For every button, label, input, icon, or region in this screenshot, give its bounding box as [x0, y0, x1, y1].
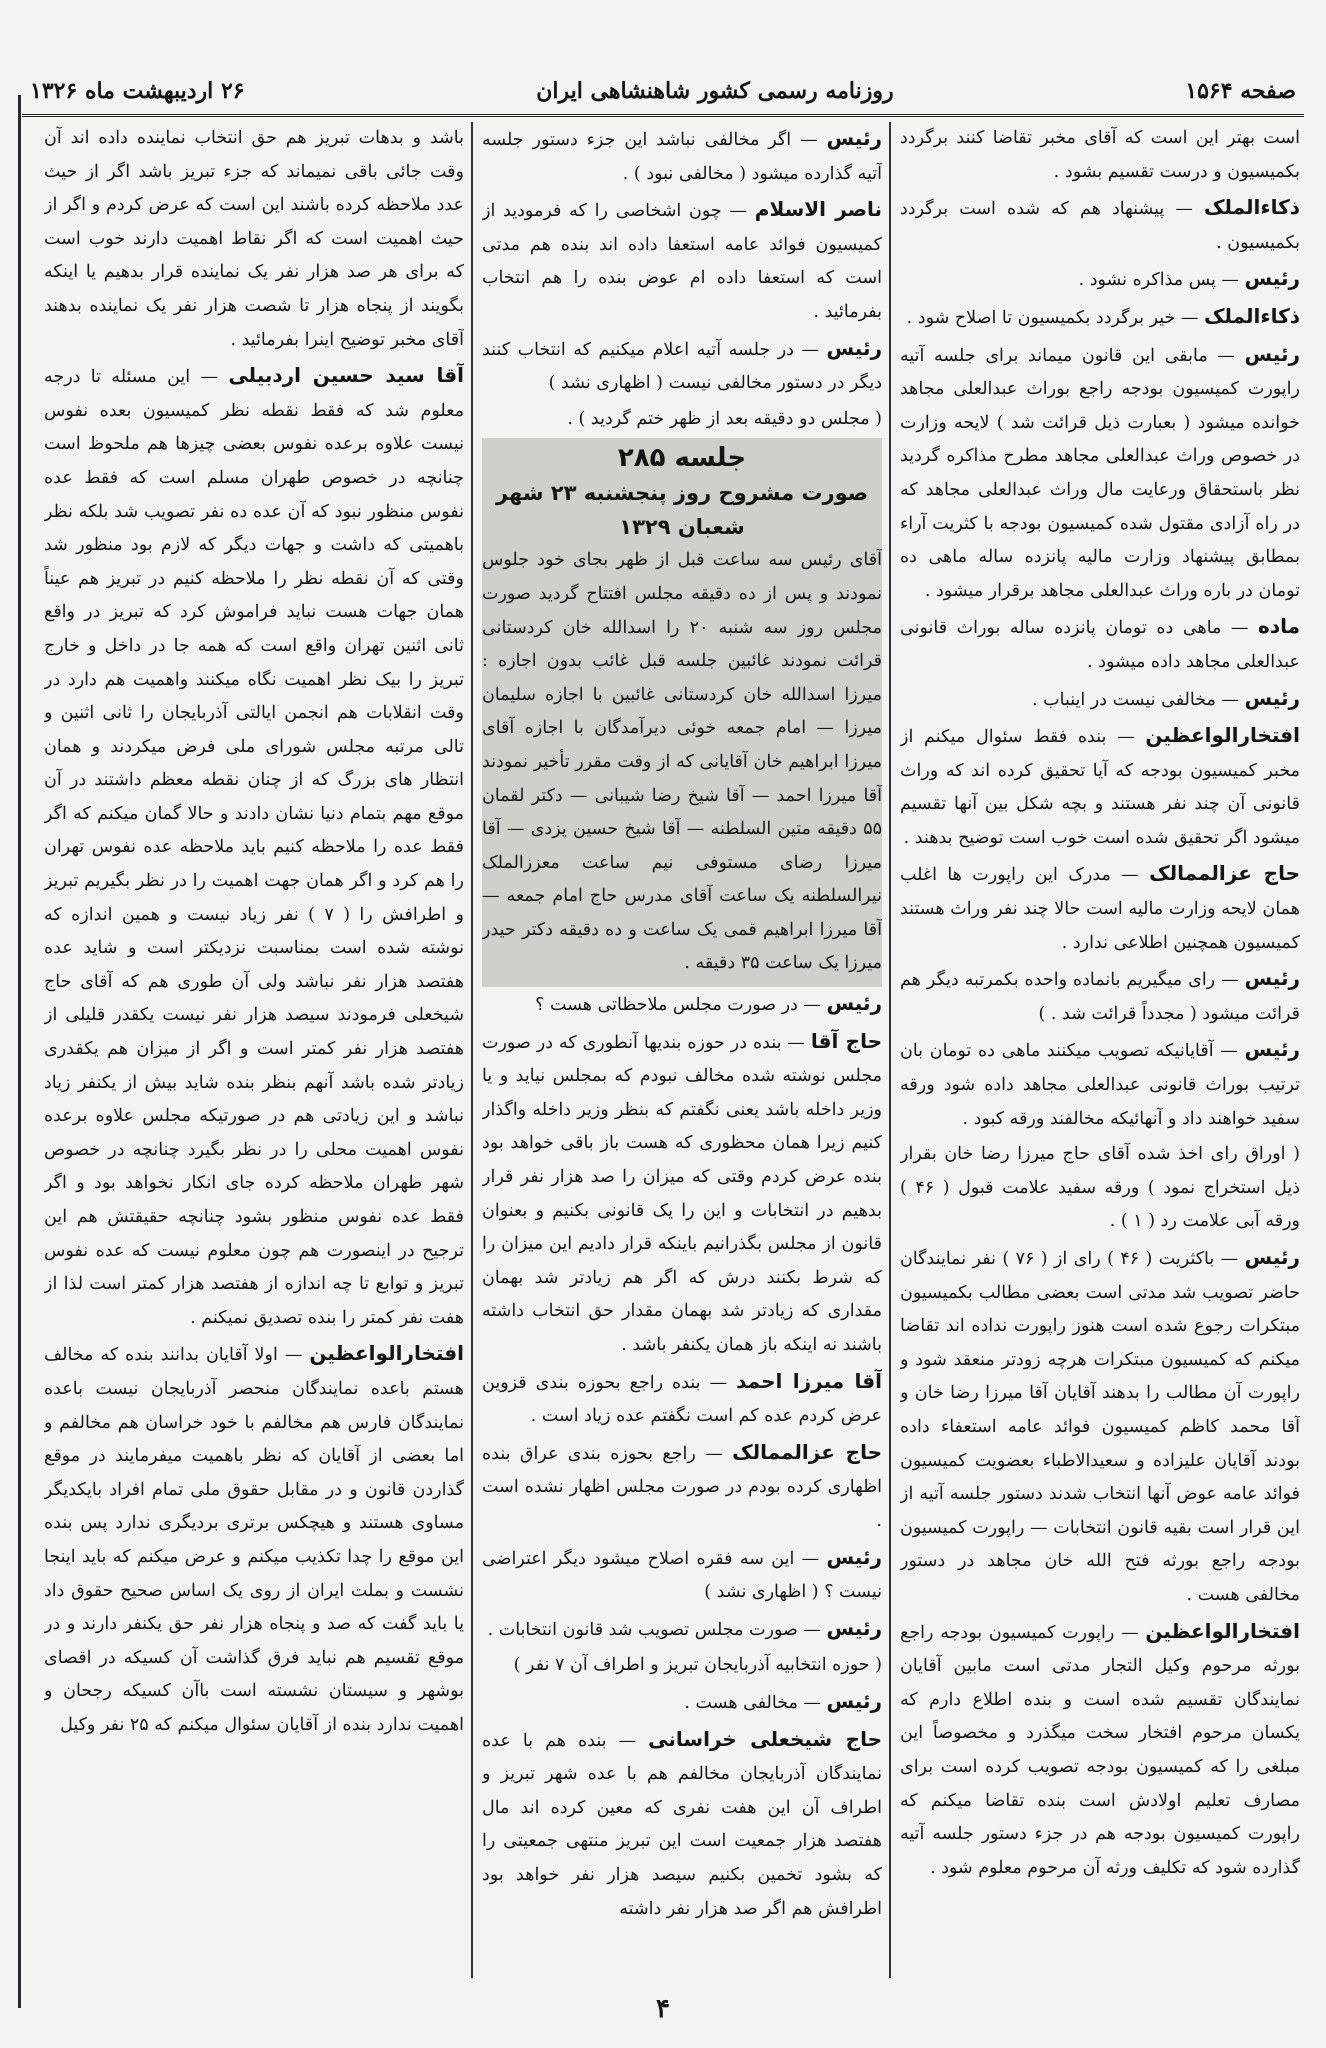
speaker-name: آقا سید حسین اردبیلی: [228, 363, 464, 388]
paragraph: ناصر الاسلام — چون اشخاصی را که فرمودید از کمیسیون فوائد عامه استعفا داده اند بنده هم مدتی است که استعفا داده ام عوض بنده را هم انتخاب بفرمائید .: [482, 197, 882, 322]
paragraph: افتخارالواعظین — بنده فقط سئوال میکنم از مخبر کمیسیون بودجه که آیا تحقیق کرده اند که وراث قانونی آن چند نفر هستند و بچه شکل بین آنها تقسیم میشود اگر تحقیق شده است خوب است توضیح بدهند .: [900, 723, 1300, 848]
session-title: جلسه ۲۸۵: [617, 443, 747, 474]
paragraph: ماده — ماهی ده تومان پانزده ساله بوراث قانونی عبدالعلی مجاهد داده میشود .: [900, 614, 1300, 672]
paragraph: رئیس — مخالفی هست .: [684, 1688, 882, 1713]
speaker-name: افتخارالواعظین: [309, 1341, 464, 1366]
speaker-name: رئیس: [1244, 966, 1300, 991]
paragraph: رئیس — باکثریت ( ۴۶ ) رای از ( ۷۶ ) نفر نمایندگان حاضر تصویب شد مدتی است بعضی مطالب بکمیسیون مبتکرات رجوع شده است هنوز راپورت نداده اند تقاضا میکنم که کمیسیون مبتکرات هرچه زودتر منعقد شود و راپورت آن مطالب را بدهند آقایان آقا میرزا رضا خان و آقا محمد کاظم کمیسیون فوائد عامه استعفاء داده بودند آقایان علیزاده و سعیدالاطباء بعضویت کمیسیون فوائد عامه عوض آنها انتخاب شدند دستور جلسه آتیه از این قرار است بقیه قانون انتخابات — راپورت کمیسیون بودجه راجع بورثه فتح الله خان مجاهد در دستور مخالفی هست .: [900, 1245, 1300, 1605]
session-subtitle: صورت مشروح روز پنجشنبه ۲۳ شهر شعبان ۱۳۲۹: [495, 481, 869, 540]
paragraph: ( اوراق رای اخذ شده آقای حاج میرزا رضا خان بقرار ذیل استخراج نمود ) ورقه سفید علامت قبول ( ۴۶ ) ورقه آبی علامت رد ( ۱ ) .: [900, 1144, 1300, 1232]
speaker-name: ذکاءالملک: [1203, 195, 1300, 220]
speaker-name: افتخارالواعظین: [1145, 723, 1300, 748]
speaker-name: حاج آقا: [810, 1028, 882, 1053]
page-edge-rule: [18, 95, 21, 2008]
speaker-name: رئیس: [826, 1688, 882, 1713]
speaker-name: افتخارالواعظین: [1145, 1618, 1300, 1643]
speaker-name: ناصر الاسلام: [754, 197, 882, 222]
speaker-name: رئیس: [826, 991, 882, 1016]
paragraph: است بهتر این است که آقای مخبر تقاضا کنند برگردد بکمیسیون و درست تقسیم بشود .: [900, 128, 1300, 182]
paragraph: رئیس — مخالفی نیست در اینباب .: [1032, 685, 1300, 710]
speaker-name: رئیس: [826, 1615, 882, 1640]
paragraph: ذکاءالملک — پیشنهاد هم که شده است برگردد بکمیسیون .: [900, 195, 1300, 253]
paragraph: ( حوزه انتخابیه آذربایجان تبریز و اطراف آن ۷ نفر ): [513, 1655, 882, 1676]
issue-date: ۲۶ اردیبهشت ماه ۱۳۲۶: [30, 78, 245, 104]
newspaper-name: روزنامه رسمی کشور شاهنشاهی ایران: [536, 78, 894, 104]
session-header-box: [482, 438, 882, 987]
speaker-name: ذکاءالملک: [1203, 303, 1300, 328]
paragraph: حاج عزالممالک — مدرک این راپورت ها اغلب همان لایحه وزارت مالیه است حالا چند نفر وراث هستند کمیسیون همچنین اطلاعی ندارد .: [900, 861, 1300, 953]
speaker-name: رئیس: [826, 335, 882, 360]
left-column: [44, 122, 464, 1978]
paragraph: افتخارالواعظین — اولا آقایان بدانند بنده که مخالف هستم باعده نمایندگان منحصر آذربایجان نیست باعده نمایندگان فارس هم مخالفم با خود خراسان هم مخالفم و اما بعضی از آقایان که نظر باهمیت میفرمایند در موقع گذاردن قانون و در مقابل حقوق ملی تمام افراد بایکدیگر مساوی هستند و هیچکس برتری بردیگری ندارد پس بنده این موقع را چدا تکذیب میکنم و عرض میکنم که باید اینجا نشست و بملت ایران از روی یک اساس صحیح حقوق داد یا باید گفت که صد و پنجاه هزار نفر حق یکنفر دارند و در موقع تقسیم هم نباید فرق گذاشت آن کسیکه در اقصای بوشهر و سیستان نشسته است باآن کسیکه رجحان و اهمیت ندارد بنده از آقایان سئوال میکنم که ۲۵ نفر وکیل: [44, 1341, 464, 1735]
middle-column: [482, 122, 882, 1978]
speaker-name: رئیس: [826, 1544, 882, 1569]
speaker-name: رئیس: [1244, 341, 1300, 366]
middle-column-bottom: [482, 987, 882, 1926]
speaker-name: رئیس: [1244, 266, 1300, 291]
paragraph: حاج شیخعلی خراسانی — بنده هم با عده نمایندگان آذربایجان مخالفم هم با عده شهر تبریز و اطراف آن این هفت نفری که معین کرده اند مال هفتصد هزار جمعیت است این تبریز منتهی جمعیتی را که بشود تخمین بکنیم سیصد هزار نفر خواهد بود اطرافش هم اگر صد هزار نفر داشته: [482, 1726, 882, 1919]
speaker-name: حاج شیخعلی خراسانی: [648, 1726, 882, 1751]
right-column: [900, 122, 1300, 1978]
page-number: ۴: [656, 1994, 670, 2024]
header-rule: [22, 114, 1304, 117]
paragraph: حاج آقا — بنده در حوزه بندیها آنطوری که در صورت مجلس نوشته شده مخالف نبودم که بمجلس نیاید و یا وزیر داخله باشد یعنی نگفتم که بنظر وزیر داخله واگذار کنیم زیرا همان محظوری که هست باز باقی خواهد بود بنده عرض کردم وقتی که میزان را صد هزار نفر قرار بدهیم در انتخابات و این را یک قانونی بکنیم و بعنوان قانون از مجلس بگذرانیم باینکه قرار دادیم این میزان را که شرط بکنند درش که اگر هم زیادتر شد بهمان مقداری که زیادتر شد بهمان مقدار حق انتخاب داشته باشند نه اینکه باز همان یکنفر باشد .: [482, 1028, 882, 1355]
speaker-name: رئیس: [1244, 1037, 1300, 1062]
paragraph: رئیس — آقایانیکه تصویب میکنند ماهی ده تومان بان ترتیب بوراث قانونی عبدالعلی مجاهد داده شود ورقه سفید خواهند داد و آنهائیکه مخالفند ورقه کبود .: [900, 1037, 1300, 1129]
paragraph: آقای رئیس سه ساعت قبل از ظهر بجای خود جلوس نمودند و پس از ده دقیقه مجلس افتتاح گردید صورت مجلس روز سه شنبه ۲۰ را اسدالله خان کردستانی قرائت نمودند غائبین جلسه قبل غائب بدون اجازه : میرزا اسدالله خان کردستانی غائبین با اجازه سلیمان میرزا — امام جمعه خوئی دیرآمدگان با اجازه آقای میرزا ابراهیم خان آقایانی که از وقت مقرر تأخیر نمودند آقا میرزا احمد — آقا شیخ رضا شیبانی — دکتر لقمان ۵۵ دقیقه متین السلطنه — آقا شیخ حسین یزدی — آقا میرزا رضای مستوفی نیم ساعت معززالملک نیرالسلطنه یک ساعت آقای مدرس حاج امام جمعه — آقا میرزا ابراهیم قمی یک ساعت و ده دقیقه دکتر حیدر میرزا یک ساعت ۳۵ دقیقه .: [482, 550, 882, 974]
speaker-name: رئیس: [1244, 1245, 1300, 1269]
column-divider: [471, 122, 473, 1978]
paragraph: آقا میرزا احمد — بنده راجع بحوزه بندی قزوین عرض کردم عده کم است نگفتم عده زیاد است .: [482, 1368, 882, 1427]
paragraph: رئیس — مابقی این قانون میماند برای جلسه آتیه راپورت کمیسیون بودجه راجع بوراث عبدالعلی مجاهد خوانده میشود ( بعبارت ذیل قرائت شد ) لایحه وزارت در خصوص وراث عبدالعلی مجاهد مطرح مذاکره گردید نظر باستحقاق ورعایت مال وراث عبدالعلی مجاهد که در راه آزادی مقتول شده کمیسیون بودجه با کثریت آراء بمطابق پیشنهاد وزارت مالیه پانزده ساله ماهی ده تومان در باره وراث عبدالعلی مجاهد برقرار میشود .: [900, 341, 1300, 601]
paragraph: آقا سید حسین اردبیلی — این مسئله تا درجه معلوم شد که فقط نقطه نظر کمیسیون بعده نفوس نیست علاوه برعده نفوس بعضی چیزها هم ملحوظ است چنانچه در خصوص طهران مسلم است که فقط عده نفوس منظور نبود که آن عده ده نفر تصویب شد بلکه نظر باهمیتی که داشت و جهات دیگر که لازم بود منظور شد وقتی که آن نقطه نظر را ملاحظه کنیم در تبریز هم عیناً همان جهات هست نباید فراموش کرد که تبریز در واقع ثانی اثنین تهران واقع است که همه جا در داخل و خارج تبریز را بیک نظر اهمیت نگاه میکنند واهمیت هم دارد در وقت انقلابات هم انجمن ایالتی آذربایجان را ثانی اثنین و تالی مرتبه مجلس شورای ملی فرض میکردند و همان انتظار های بزرگ که از چنان نقطه معظم داشتند در آن موقع مهم بتمام دنیا نشان دادند و حالا گمان میکنم که اگر فقط عده را ملاحظه کنیم باید ملاحظه عده نفوس تهران را هم کرد و اگر همان جهت اهمیت را در نظر بگیریم تبریز و اطرافش را ( ۷ ) نفر زیاد نیست و همین اندازه که نوشته شده است بمناسبت نزدیکتر است و شاید عده هفتصد هزار نفر نباشد ولی آن طوری هم که آقای حاج شیخعلی فرمودند سیصد هزار نفر نیست یکقدر قلیلی از هفتصد هزار نفر کمتر است و اگر از میزان هم یکقدری زیادتر شده باشد آنهم بنظر بنده شاید بیش از یکنفر زیاد نباشد و این زیادتی هم در صورتیکه مجلس علاوه برعده نفوس اهمیت محلی را در نظر بگیرد چنانچه در خصوص شهر طهران ملاحظه کرده جای انکار نخواهد بود و اگر فقط عده نفوس منظور بشود چنانچه حقیقتش هم این ترجیح در اینصورت هم چون معلوم نیست که عده نفوس تبریز و توابع تا چه اندازه از هفتصد هزار کمتر است لذا از هفت نفر کمتر را بنده تصدیق نمیکنم .: [44, 363, 464, 1328]
speaker-name: حاج عزالممالک: [732, 1439, 882, 1464]
speaker-name: ماده: [1258, 614, 1300, 639]
paragraph: رئیس — این سه فقره اصلاح میشود دیگر اعتراضی نیست ؟ ( اظهاری نشد ): [482, 1544, 882, 1603]
page-label: صفحه ۱۵۶۴: [1185, 78, 1296, 104]
speaker-name: رئیس: [1244, 685, 1300, 710]
paragraph: ( مجلس دو دقیقه بعد از ظهر ختم گردید ) .: [567, 408, 882, 429]
paragraph: رئیس — صورت مجلس تصویب شد قانون انتخابات .: [487, 1615, 882, 1640]
paragraph: رئیس — در جلسه آتیه اعلام میکنیم که انتخاب کنند دیگر در دستور مخالفی نیست ( اظهاری نشد ): [482, 335, 882, 394]
middle-column-top: [482, 122, 882, 436]
paragraph: رئیس — پس مذاکره نشود .: [1078, 266, 1300, 291]
paragraph: رئیس — در صورت مجلس ملاحظاتی هست ؟: [535, 991, 882, 1016]
paragraph: رئیس — رای میگیریم بانماده واحده بکمرتبه دیگر هم قرائت میشود ( مجدداً قرائت شد . ): [900, 966, 1300, 1024]
page-header: [30, 70, 1296, 112]
speaker-name: حاج عزالممالک: [1149, 861, 1300, 886]
paragraph: ذکاءالملک — خیر برگردد بکمیسیون تا اصلاح شود .: [906, 303, 1300, 328]
session-body: [482, 544, 882, 981]
paragraph: حاج عزالممالک — راجع بحوزه بندی عراق بنده اظهاری کرده بودم در صورت مجلس اظهار نشده است .: [482, 1439, 882, 1531]
paragraph: افتخارالواعظین — راپورت کمیسیون بودجه راجع بورثه مرحوم وکیل التجار مدتی است مابین آقایان نمایندگان تقسیم شده است و بنده اطلاع دارم که یکسان مرحوم افتخار سخت میگذرد و مخصوصاً این مبلغی را که کمیسیون بودجه تصویب کرده است برای مصارف تعلیم اولادش است بنده تقاضا میکنم که راپورت کمیسیون بودجه هم در جزء دستور جلسه آتیه گذارده شود که تکلیف ورثه آن مرحوم معلوم شود .: [900, 1618, 1300, 1878]
speaker-name: رئیس: [826, 126, 882, 150]
speaker-name: آقا میرزا احمد: [736, 1368, 882, 1393]
column-divider: [889, 122, 891, 1978]
paragraph: رئیس — اگر مخالفی نباشد این جزء دستور جلسه آتیه گذارده میشود ( مخالفی نبود ) .: [482, 126, 882, 184]
paragraph: باشد و بدهات تبریز هم حق انتخاب نماینده داده اند آن وقت جائی باقی نمیماند که جزء تبریز باشد اگر از حیث عدد ملاحظه کرده باشند این است که عرض کردم و اگر از حیث اهمیت است که اگر نقاط اهمیت دارند خوب است که برای هر صد هزار نفر یک نماینده قرار بدهیم یا اینکه بگویند از پنجاه هزار تا شصت هزار نفر یک نماینده بدهند آقای مخبر توضیح اینرا بفرمائید .: [44, 128, 464, 350]
